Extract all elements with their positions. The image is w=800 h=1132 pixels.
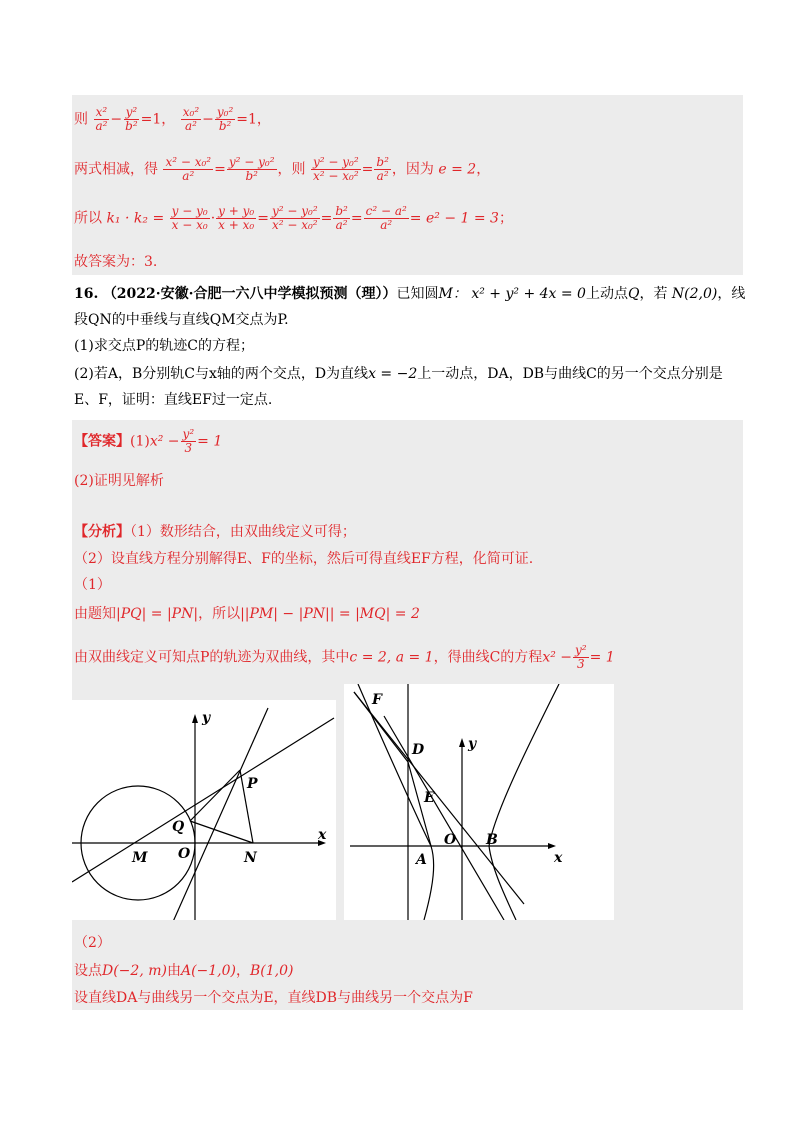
math: |PQ| = |PN| [116, 606, 199, 622]
segment-qp [190, 770, 240, 821]
fraction: $\frac{\text{y² − y₀²}}{\text{x² − x₀²}}$ [312, 155, 359, 183]
text: 设点 [74, 963, 102, 979]
analysis-label: 【分析】 [74, 524, 130, 540]
y-axis-arrow [192, 714, 198, 723]
text: ，线 [717, 286, 746, 302]
label-y: y [202, 710, 211, 726]
fraction: $\frac{\text{c² − a²}}{\text{a²}}$ [365, 204, 407, 232]
fraction: $\frac{\text{y²}}{\text{b²}}$ [125, 105, 138, 133]
fraction: $\frac{\text{y²}}{3}$ [575, 643, 587, 671]
line-ef [384, 716, 504, 920]
problem-line-2: 段QN的中垂线与直线QM交点为P. [74, 312, 289, 328]
problem-line-1 [74, 283, 745, 305]
label-d: D [412, 742, 425, 758]
slope-product: k₁ · k₂ = [106, 210, 165, 227]
point-b: B(1,0) [250, 963, 294, 979]
label-f: F [372, 692, 382, 708]
fraction: $\frac{\text{y²}}{3}$ [182, 427, 195, 455]
text: 上一动点，DA，DB与曲线C的另一个交点分别是 [417, 366, 723, 382]
analysis-line-5 [74, 960, 293, 982]
analysis-line-1 [74, 521, 356, 543]
math: x² − [149, 433, 180, 450]
text: =1， [140, 111, 176, 128]
y-axis-arrow [459, 738, 465, 747]
label-m: M [132, 850, 148, 866]
line-fb [354, 692, 524, 904]
text: ， [236, 963, 250, 979]
text: 由 [166, 963, 181, 979]
text: 已知圆 [396, 286, 439, 302]
line-3: 所以 k₁ · k₂ = $\frac{\text{y − y₀}}{\text{x − x₀}}$ · $\frac{\text{y + y₀}}{\text{x + x₀}}$ = $\frac{\text{y² − y₀²}}{\text{x² − x₀²}}$ = $\frac{\text{b²}}{\text{a²}}$ = $\frac{\text{c² − a²}}{\text{a²}}$ = e² − 1 = 3； [74, 204, 513, 232]
text: 上动点 [585, 286, 628, 302]
label-x: x [318, 827, 327, 843]
point-a: A(−1,0) [180, 963, 236, 979]
text: ，得曲线C的方程 [433, 649, 543, 666]
figure-left-svg [72, 700, 336, 920]
text: ，所以 [198, 606, 241, 622]
point-d: D(−2, m) [102, 963, 167, 979]
text: （1）数形结合，由双曲线定义可得； [130, 524, 356, 540]
figure-right-svg [344, 684, 614, 920]
math: Q [627, 286, 640, 302]
text: (1) [130, 433, 150, 450]
fraction: $\frac{\text{y₀²}}{\text{b²}}$ [216, 105, 234, 133]
analysis-line-4 [74, 644, 615, 671]
fraction: $\frac{\text{b²}}{\text{a²}}$ [335, 204, 348, 232]
math: = e² − 1 = 3 [409, 210, 499, 227]
math: = 1 [197, 433, 223, 450]
hyperbola-right-branch [489, 684, 559, 920]
hyperbola-left-branch [358, 684, 434, 920]
text: 则 [74, 111, 88, 128]
figure-circle-construction [72, 700, 336, 920]
problem-part-2-cont: E、F，证明：直线EF过一定点. [74, 392, 273, 408]
text: 由双曲线定义可知点P的轨迹为双曲线，其中 [74, 649, 350, 666]
line-2: 两式相减，得 $\frac{\text{x² − x₀²}}{\text{a²}}$ = $\frac{\text{y² − y₀²}}{\text{b²}}$ ，则 $\frac{\text{y² − y₀²}}{\text{x² − x₀²}}$ = $\frac{\text{b²}}{\text{a²}}$ ，因为 e = 2， [74, 155, 491, 183]
problem-part-1: (1)求交点P的轨迹C的方程； [74, 338, 254, 354]
point-n: N(2,0) [671, 286, 718, 302]
analysis-line-2: （2）设直线方程分别解得E、F的坐标，然后可得直线EF方程，化简可证. [74, 551, 534, 567]
line-1: 则 $\frac{\text{x²}}{\text{a²}}$ − $\frac{\text{y²}}{\text{b²}}$ =1， $\frac{\text{x₀²}}{\text{a²}}$ − $\frac{\text{y₀²}}{\text{b²}}$ =1， [74, 105, 271, 133]
label-e: E [424, 790, 435, 806]
text: ，则 [277, 161, 306, 178]
math: x² − [542, 649, 573, 666]
answer-label: 【答案】 [74, 433, 130, 450]
problem-source: （2022·安徽·合肥一六八中学模拟预测（理）） [102, 286, 397, 302]
fraction: $\frac{\text{x² − x₀²}}{\text{a²}}$ [165, 155, 212, 183]
text: 由题知 [74, 606, 116, 622]
text: 所以 [74, 210, 102, 227]
answer-line-2: (2)证明见解析 [74, 473, 164, 489]
analysis-step-2: （2） [74, 935, 111, 951]
line-qm [72, 718, 334, 882]
math: = 1 [589, 649, 615, 666]
label-x: x [554, 850, 563, 866]
text: ， [476, 161, 491, 178]
math: M： [438, 286, 467, 302]
final-answer: 故答案为：3. [74, 254, 158, 270]
math: ||PM| − |PN|| = |MQ| = 2 [240, 606, 420, 622]
figure-hyperbola [344, 684, 614, 920]
label-q: Q [172, 819, 185, 835]
eccentricity: e = 2 [438, 161, 477, 178]
analysis-line-6: 设直线DA与曲线另一个交点为E，直线DB与曲线另一个交点为F [74, 990, 473, 1006]
fraction: $\frac{\text{x²}}{\text{a²}}$ [95, 105, 108, 133]
label-y: y [468, 736, 477, 752]
label-o: O [178, 846, 191, 862]
text: (2)若A，B分别轨C与x轴的两个交点，D为直线 [74, 366, 369, 382]
fraction: $\frac{\text{y² − y₀²}}{\text{x² − x₀²}}$ [271, 204, 318, 232]
x-axis-arrow [548, 843, 556, 849]
line-equation: x = −2 [368, 366, 418, 382]
fraction: $\frac{\text{y − y₀}}{\text{x − x₀}}$ [171, 204, 208, 232]
fraction: $\frac{\text{x₀²}}{\text{a²}}$ [182, 105, 200, 133]
text: ； [498, 210, 513, 227]
analysis-line-3 [74, 603, 420, 625]
fraction: $\frac{\text{y² − y₀²}}{\text{b²}}$ [228, 155, 275, 183]
label-p: P [247, 776, 258, 792]
text: ，因为 [391, 161, 434, 178]
math: c = 2, a = 1 [349, 649, 434, 666]
fraction: $\frac{\text{b²}}{\text{a²}}$ [376, 155, 389, 183]
fraction: $\frac{\text{y + y₀}}{\text{x + x₀}}$ [218, 204, 255, 232]
problem-number: 16. [74, 286, 99, 302]
segment-qn [190, 821, 253, 843]
problem-part-2 [74, 363, 723, 385]
text: =1， [236, 111, 271, 128]
label-o: O [444, 832, 457, 848]
answer-line-1 [74, 428, 222, 455]
analysis-step-1: （1） [74, 577, 111, 593]
label-b: B [486, 832, 498, 848]
label-a: A [416, 852, 427, 868]
text: 两式相减，得 [74, 161, 158, 178]
label-n: N [244, 850, 257, 866]
text: ，若 [639, 286, 668, 302]
circle-equation: x² + y² + 4x = 0 [471, 286, 586, 302]
